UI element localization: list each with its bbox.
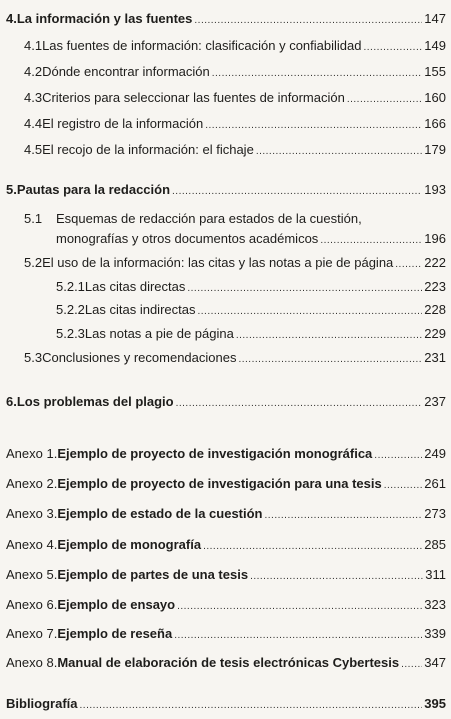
dot-leader: [250, 569, 423, 585]
entry-number: Anexo 3.: [6, 506, 58, 521]
entry-number: 5.: [6, 182, 17, 197]
entry-page: 231: [424, 350, 446, 365]
entry-title: El recojo de la información: el fichaje: [42, 142, 254, 157]
dot-leader: [347, 92, 422, 108]
entry-page: 249: [424, 446, 446, 461]
toc-entry-annex-3: [6, 506, 446, 524]
entry-title: Criterios para seleccionar las fuentes de información: [42, 90, 345, 105]
entry-title: Ejemplo de partes de una tesis: [57, 567, 249, 582]
entry-number: 5.2.1: [56, 279, 85, 294]
entry-title: Bibliografía: [6, 696, 78, 711]
toc-entry-chapter-6: [6, 394, 446, 412]
entry-title: Los problemas del plagio: [16, 394, 174, 409]
toc-entry-5-2-3: [56, 326, 446, 344]
entry-page: 285: [424, 537, 446, 552]
toc-entry-annex-8: [6, 655, 446, 673]
toc-entry-5-1: [24, 211, 446, 247]
dot-leader: [174, 628, 422, 644]
entry-number: 4.3: [24, 90, 43, 105]
dot-leader: [401, 657, 422, 673]
entry-number: 4.: [6, 11, 17, 26]
dot-leader: [177, 599, 422, 615]
toc-entry-4-2: [24, 64, 446, 82]
entry-number: 4.4: [24, 116, 43, 131]
dot-leader: [80, 698, 423, 714]
entry-title: El registro de la información: [42, 116, 204, 131]
entry-title: Manual de elaboración de tesis electrónicas Cybertesis: [57, 655, 400, 670]
toc-entry-annex-2: [6, 476, 446, 494]
toc-entry-annex-1: [6, 446, 446, 464]
entry-number: Anexo 1.: [6, 446, 58, 461]
toc-entry-4-4: [24, 116, 446, 134]
entry-page: 311: [425, 567, 446, 582]
entry-title: Esquemas de redacción para estados de la cuestión,: [56, 211, 362, 226]
entry-title: Las citas indirectas: [84, 302, 196, 317]
entry-title: Ejemplo de proyecto de investigación monográfica: [57, 446, 373, 461]
entry-number: Anexo 5.: [6, 567, 58, 582]
toc-entry-annex-4: [6, 537, 446, 555]
entry-title: Ejemplo de monografía: [57, 537, 202, 552]
entry-page: 339: [424, 626, 446, 641]
entry-page: 196: [424, 231, 446, 246]
toc-entry-bibliography: [6, 696, 446, 714]
toc-entry-annex-6: [6, 597, 446, 615]
entry-title: Las citas directas: [84, 279, 186, 294]
toc-entry-annex-7: [6, 626, 446, 644]
entry-number: 4.2: [24, 64, 43, 79]
entry-title: Las fuentes de información: clasificación y confiabilidad: [42, 38, 362, 53]
entry-line-2: [56, 231, 446, 249]
entry-number: 4.1: [24, 38, 43, 53]
entry-page: 222: [424, 255, 446, 270]
dot-leader: [236, 328, 422, 344]
entry-title: Conclusiones y recomendaciones: [42, 350, 237, 365]
dot-leader: [363, 40, 422, 56]
entry-title: Ejemplo de proyecto de investigación para una tesis: [57, 476, 382, 491]
dot-leader: [238, 352, 422, 368]
entry-page: 261: [424, 476, 446, 491]
toc-entry-chapter-5: [6, 182, 446, 200]
toc-entry-5-2: [24, 255, 446, 273]
entry-page: 347: [424, 655, 446, 670]
entry-number: 5.1: [24, 211, 43, 226]
entry-number: 6.: [6, 394, 17, 409]
dot-leader: [176, 396, 423, 412]
entry-page: 155: [424, 64, 446, 79]
entry-page: 237: [424, 394, 446, 409]
toc-entry-5-2-1: [56, 279, 446, 297]
dot-leader: [320, 233, 422, 249]
toc-entry-4-3: [24, 90, 446, 108]
dot-leader: [205, 118, 422, 134]
entry-number: Anexo 6.: [6, 597, 58, 612]
entry-page: 228: [424, 302, 446, 317]
dot-leader: [197, 304, 422, 320]
dot-leader: [256, 144, 422, 160]
toc-entry-4-5: [24, 142, 446, 160]
entry-number: 5.2: [24, 255, 43, 270]
toc-entry-chapter-4: [6, 11, 446, 29]
entry-page: 395: [424, 696, 446, 711]
entry-page: 223: [424, 279, 446, 294]
entry-title: Ejemplo de ensayo: [57, 597, 176, 612]
entry-page: 179: [424, 142, 446, 157]
entry-page: 149: [424, 38, 446, 53]
entry-title: El uso de la información: las citas y las notas a pie de página: [42, 255, 394, 270]
entry-number: Anexo 7.: [6, 626, 58, 641]
dot-leader: [212, 66, 423, 82]
entry-page: 147: [424, 11, 446, 26]
entry-number: Anexo 4.: [6, 537, 58, 552]
entry-number: 5.2.3: [56, 326, 85, 341]
entry-title: Ejemplo de reseña: [57, 626, 173, 641]
entry-title: La información y las fuentes: [16, 11, 193, 26]
entry-number: 5.2.2: [56, 302, 85, 317]
toc-entry-annex-5: [6, 567, 446, 585]
entry-page: 160: [424, 90, 446, 105]
toc-entry-5-3: [24, 350, 446, 368]
dot-leader: [374, 448, 422, 464]
entry-page: 323: [424, 597, 446, 612]
entry-page: 229: [424, 326, 446, 341]
dot-leader: [384, 478, 423, 494]
entry-page: 166: [424, 116, 446, 131]
toc-entry-5-2-2: [56, 302, 446, 320]
entry-title-continued: monografías y otros documentos académicos: [56, 231, 319, 246]
entry-title: Dónde encontrar información: [42, 64, 210, 79]
entry-title: Ejemplo de estado de la cuestión: [57, 506, 263, 521]
entry-number: Anexo 2.: [6, 476, 58, 491]
dot-leader: [395, 257, 422, 273]
entry-line-1: [24, 211, 446, 227]
entry-number: 5.3: [24, 350, 43, 365]
entry-number: 4.5: [24, 142, 43, 157]
entry-title: Las notas a pie de página: [84, 326, 234, 341]
dot-leader: [172, 184, 422, 200]
dot-leader: [265, 508, 423, 524]
entry-page: 193: [424, 182, 446, 197]
dot-leader: [187, 281, 422, 297]
dot-leader: [194, 13, 422, 29]
toc-entry-4-1: [24, 38, 446, 56]
entry-page: 273: [424, 506, 446, 521]
entry-title: Pautas para la redacción: [16, 182, 171, 197]
entry-number: Anexo 8.: [6, 655, 58, 670]
dot-leader: [203, 539, 422, 555]
